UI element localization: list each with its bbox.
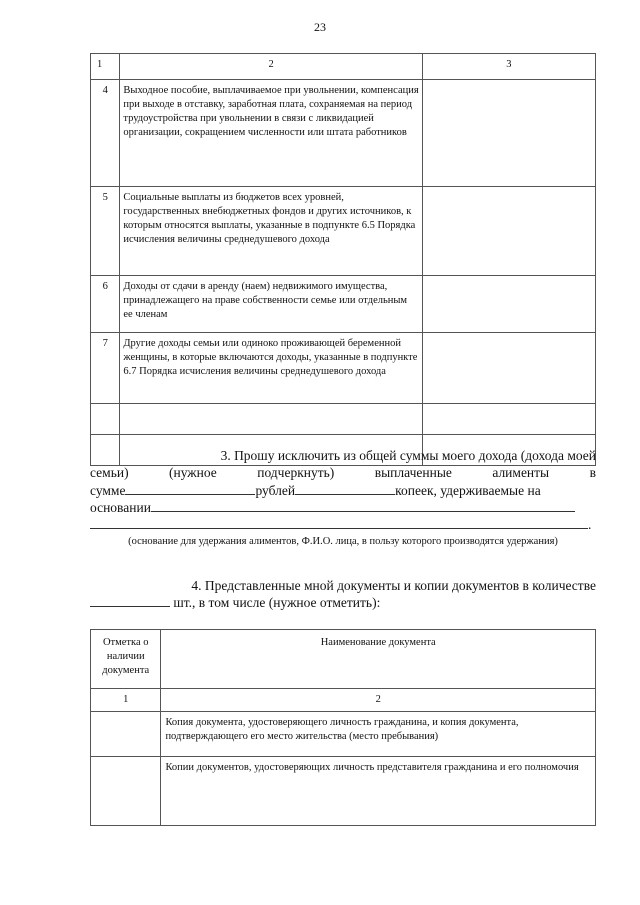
table-row: [91, 276, 596, 333]
row-number: 4: [91, 80, 120, 187]
period: .: [588, 517, 592, 532]
documents-table: [90, 629, 596, 826]
paragraph-3-line-4: [90, 499, 596, 516]
kop-label: копеек, удерживаемые на: [395, 483, 541, 498]
mark-cell[interactable]: [91, 712, 161, 757]
paragraph-3-line-3: [90, 482, 596, 499]
paragraph-3-line-1: 3. Прошу исключить из общей суммы моего дохода (дохода моей: [220, 448, 596, 463]
word: семьи): [90, 465, 129, 480]
mark-cell[interactable]: [91, 757, 161, 826]
word: (нужное: [169, 465, 217, 480]
table-header-row: [91, 54, 596, 80]
count-label: шт., в том числе (нужное отметить):: [173, 595, 381, 610]
empty-cell[interactable]: [422, 404, 595, 435]
empty-cell: [91, 404, 120, 435]
number-cell: 2: [161, 689, 596, 712]
row-number: 6: [91, 276, 120, 333]
table-header-row: [91, 630, 596, 689]
rub-label: рублей: [255, 483, 296, 498]
document-name: Копии документов, удостоверяющих личность представителя гражданина и его полномочия: [161, 757, 596, 826]
header-cell: 3: [422, 54, 595, 80]
empty-row: [91, 404, 596, 435]
basis-blank[interactable]: [151, 499, 575, 512]
header-cell: Наименование документа: [161, 630, 596, 689]
header-cell: 1: [91, 54, 120, 80]
header-cell: Отметка о наличии документа: [91, 630, 161, 689]
row-text: Социальные выплаты из бюджетов всех уровней, государственных внебюджетных фондов и других источников, к которым относятся выплаты, указанные в подпункте 6.5 Порядка исчисления величины среднедушевого дохода: [120, 187, 422, 276]
basis-label: основании: [90, 500, 151, 515]
empty-cell[interactable]: [120, 404, 422, 435]
sum-label: сумме: [90, 483, 126, 498]
row-text: Выходное пособие, выплачиваемое при увольнении, компенсация при выходе в отставку, заработная плата, сохраняемая на период трудоустройства при увольнении в связи с ликвидацией организации, сокращением численности или штата работников: [120, 80, 422, 187]
row-number: 5: [91, 187, 120, 276]
table-number-row: [91, 689, 596, 712]
row-value[interactable]: [422, 80, 595, 187]
table-row: [91, 757, 596, 826]
word: выплаченные: [374, 465, 452, 480]
row-text: Другие доходы семьи или одиноко проживающей беременной женщины, в которые включаются доходы, указанные в подпункте 6.7 Порядка исчисления величины среднедушевого дохода: [120, 333, 422, 404]
row-value[interactable]: [422, 276, 595, 333]
table-row: [91, 187, 596, 276]
count-blank[interactable]: [90, 594, 170, 607]
word: в: [589, 465, 596, 480]
page-number: 23: [314, 20, 326, 34]
document-name: Копия документа, удостоверяющего личность гражданина, и копия документа, подтверждающего его место жительства (место пребывания): [161, 712, 596, 757]
table-row: [91, 712, 596, 757]
paragraph-4-line-2: [90, 594, 596, 611]
paragraph-3-line-5: [90, 516, 596, 533]
basis-note: (основание для удержания алиментов, Ф.И.О. лица, в пользу которого производятся удержания): [128, 536, 558, 547]
sum-blank[interactable]: [125, 482, 255, 495]
paragraph-3-line-2: [90, 464, 596, 481]
row-text: Доходы от сдачи в аренду (наем) недвижимого имущества, принадлежащего на праве собственности семье или отдельным ее членам: [120, 276, 422, 333]
kop-blank[interactable]: [295, 482, 395, 495]
row-value[interactable]: [422, 187, 595, 276]
row-value[interactable]: [422, 333, 595, 404]
row-number: 7: [91, 333, 120, 404]
number-cell: 1: [91, 689, 161, 712]
table-row: [91, 80, 596, 187]
header-cell: 2: [120, 54, 422, 80]
word: алименты: [492, 465, 550, 480]
basis-blank-2[interactable]: [90, 516, 588, 529]
word: подчеркнуть): [257, 465, 335, 480]
table-row: [91, 333, 596, 404]
income-table: [90, 53, 596, 466]
paragraph-4-line-1: 4. Представленные мной документы и копии документов в количестве: [191, 578, 596, 593]
